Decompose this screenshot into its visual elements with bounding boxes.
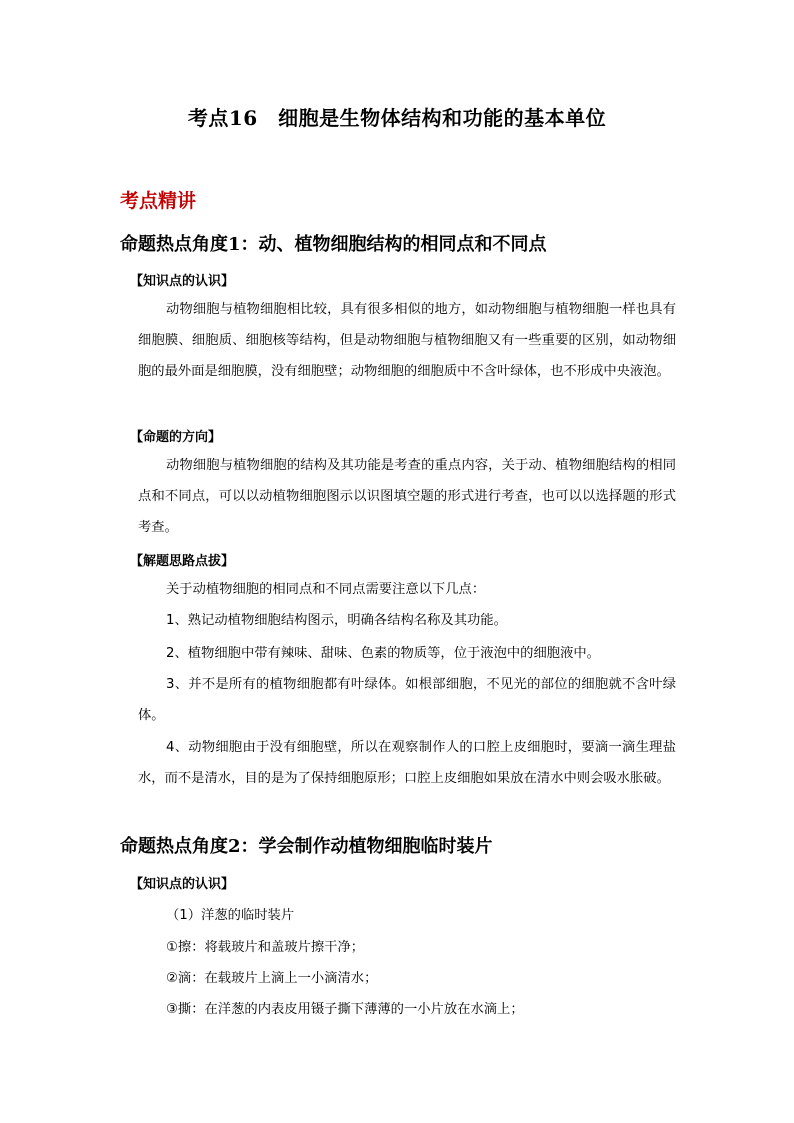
page-title: 考点16 细胞是生物体结构和功能的基本单位 [187, 106, 607, 130]
angle2-step1: ①擦：将载玻片和盖玻片擦干净； [166, 940, 365, 955]
angle1-tips-intro: 关于动植物细胞的相同点和不同点需要注意以下几点： [166, 582, 486, 597]
angle1-direction-label: 【命题的方向】 [130, 430, 222, 445]
angle1-heading: 命题热点角度1：动、植物细胞结构的相同点和不同点 [120, 234, 547, 255]
angle1-tips-label: 【解题思路点拔】 [130, 554, 235, 569]
angle1-knowledge-label: 【知识点的认识】 [130, 274, 235, 289]
section-heading: 考点精讲 [120, 190, 197, 212]
angle1-tip-1: 1、熟记动植物细胞结构图示，明确各结构名称及其功能。 [166, 613, 507, 628]
angle2-sub1: （1）洋葱的临时装片 [166, 908, 295, 923]
angle1-tip-3: 3、并不是所有的植物细胞都有叶绿体。如根部细胞，不见光的部位的细胞就不含叶绿体。 [138, 677, 676, 723]
angle2-knowledge-label: 【知识点的认识】 [130, 877, 235, 892]
angle1-tip-4: 4、动物细胞由于没有细胞壁，所以在观察制作人的口腔上皮细胞时，要滴一滴生理盐水，而不是清水，目的是为了保持细胞原形；口腔上皮细胞如果放在清水中则会吸水胀破。 [138, 740, 676, 786]
angle2-step3: ③撕：在洋葱的内表皮用镊子撕下薄薄的一小片放在水滴上； [166, 1002, 524, 1017]
angle2-heading: 命题热点角度2：学会制作动植物细胞临时装片 [120, 836, 493, 857]
angle1-knowledge-paragraph: 动物细胞与植物细胞相比较，具有很多相似的地方，如动物细胞与植物细胞一样也具有细胞膜、细胞质、细胞核等结构，但是动物细胞与植物细胞又有一些重要的区别，如动物细胞的最外面是细胞膜，没有细胞壁；动物细胞的细胞质中不含叶绿体，也不形成中央液泡。 [138, 302, 676, 379]
angle2-step2: ②滴：在载玻片上滴上一小滴清水； [166, 971, 378, 986]
angle1-tip-2: 2、植物细胞中带有辣味、甜味、色素的物质等，位于液泡中的细胞液中。 [166, 646, 600, 661]
angle1-direction-paragraph: 动物细胞与植物细胞的结构及其功能是考查的重点内容，关于动、植物细胞结构的相同点和不同点，可以以动植物细胞图示以识图填空题的形式进行考查，也可以以选择题的形式考查。 [138, 458, 676, 535]
